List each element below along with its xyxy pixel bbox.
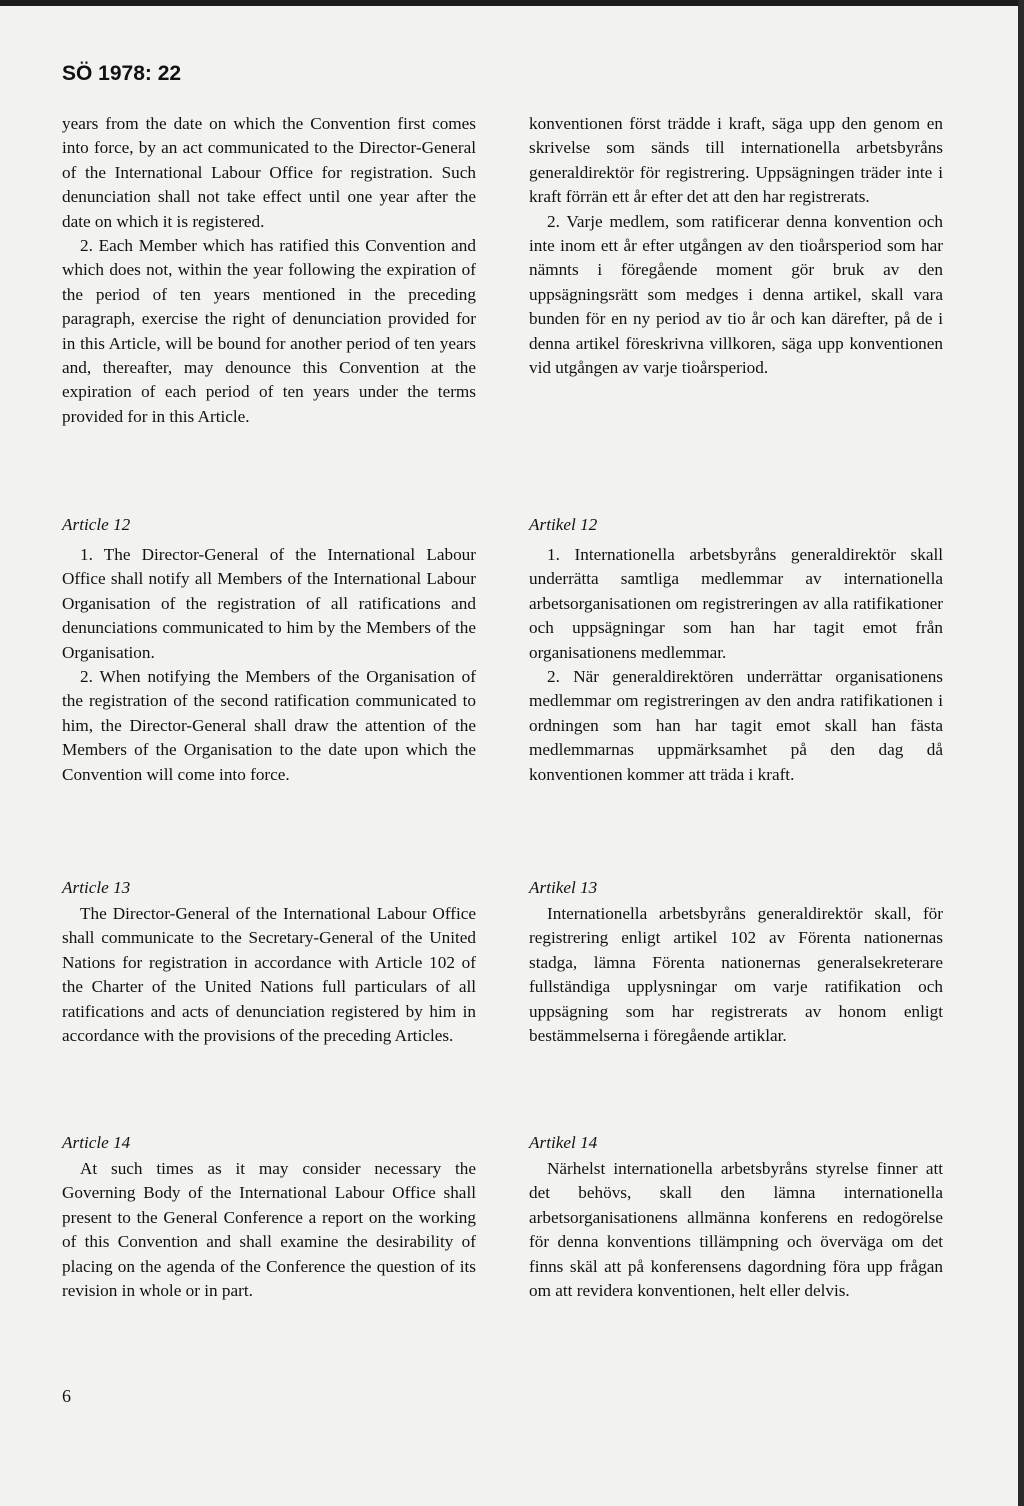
page-edge-top bbox=[0, 0, 1024, 6]
paragraph: Internationella arbetsbyråns generaldirektör skall, för registrering enligt artikel 102 av Förenta nationernas stadga, lämna Förenta nationernas generalsekreterare fullständiga upplysningar om varje ratifikation och uppsägning som har registrerats av honom enligt bestämmelserna i föregående artiklar. bbox=[529, 904, 943, 1046]
paragraph: 1. Internationella arbetsbyråns generaldirektör skall underrätta samtliga medlemmar av internationella arbetsorganisationen om registreringen av alla ratifikationer och uppsägningar som han har tagit emot från organisationens medlemmar. bbox=[529, 545, 943, 662]
paragraph: 2. When notifying the Members of the Organisation of the registration of the second ratification communicated to him, the Director-General shall draw the attention of the Members of the Organisation to the date upon which the Convention will come into force. bbox=[62, 667, 476, 784]
article-14-body bbox=[62, 1157, 476, 1303]
artikel-13-heading: Artikel 13 bbox=[529, 878, 598, 897]
artikel-12-body bbox=[529, 543, 943, 787]
page-edge-right bbox=[1018, 0, 1024, 1506]
paragraph: Närhelst internationella arbetsbyråns styrelse finner att det behövs, skall den lämna internationella arbetsorganisationens allmänna konferens en redogörelse för denna konventions tillämpning och överväga om det finns skäl att på konferensens dagordning föra upp frågan om att revidera konventionen, helt eller delvis. bbox=[529, 1159, 943, 1301]
document-reference: SÖ 1978: 22 bbox=[62, 62, 182, 85]
artikel-14-heading: Artikel 14 bbox=[529, 1133, 598, 1152]
article-12-body bbox=[62, 543, 476, 787]
artikel-13-body bbox=[529, 902, 943, 1048]
article-13-heading: Article 13 bbox=[62, 878, 131, 897]
paragraph: 2. Each Member which has ratified this Convention and which does not, within the year following the expiration of the period of ten years mentioned in the preceding paragraph, exercise the right of denunciation provided for in this Article, will be bound for another period of ten years and, thereafter, may denounce this Convention at the expiration of each period of ten years under the terms provided for in this Article. bbox=[62, 236, 476, 426]
english-continuation bbox=[62, 112, 476, 429]
paragraph: 1. The Director-General of the International Labour Office shall notify all Members of the International Labour Organisation of the registration of all ratifications and denunciations communicated to him by the Members of the Organisation. bbox=[62, 545, 476, 662]
article-12-heading: Article 12 bbox=[62, 515, 131, 534]
artikel-14-body bbox=[529, 1157, 943, 1303]
paragraph: At such times as it may consider necessary the Governing Body of the International Labour Office shall present to the General Conference a report on the working of this Convention and shall examine the desirability of placing on the agenda of the Conference the question of its revision in whole or in part. bbox=[62, 1159, 476, 1301]
artikel-12-heading: Artikel 12 bbox=[529, 515, 598, 534]
paragraph: konventionen först trädde i kraft, säga upp den genom en skrivelse som sänds till internationella arbetsbyråns generaldirektör för registrering. Uppsägningen träder inte i kraft förrän ett år efter det att den har registrerats. bbox=[529, 114, 943, 207]
article-14-heading: Article 14 bbox=[62, 1133, 131, 1152]
article-13-body bbox=[62, 902, 476, 1048]
paragraph: The Director-General of the International Labour Office shall communicate to the Secretary-General of the United Nations for registration in accordance with Article 102 of the Charter of the United Nations full particulars of all ratifications and acts of denunciation registered by him in accordance with the provisions of the preceding Articles. bbox=[62, 904, 476, 1046]
paragraph: 2. Varje medlem, som ratificerar denna konvention och inte inom ett år efter utgången av den tioårsperiod som har nämnts i föregående moment gör bruk av den uppsägningsrätt som medges i denna artikel, skall vara bunden för en ny period av tio år och kan därefter, på de i denna artikel föreskrivna villkoren, säga upp konventionen vid utgången av varje tioårsperiod. bbox=[529, 211, 943, 378]
paragraph: years from the date on which the Convention first comes into force, by an act communicated to the Director-General of the International Labour Office for registration. Such denunciation shall not take effect until one year after the date on which it is registered. bbox=[62, 114, 476, 231]
swedish-continuation bbox=[529, 112, 943, 380]
page-number: 6 bbox=[62, 1386, 71, 1406]
paragraph: 2. När generaldirektören underrättar organisationens medlemmar om registreringen av den andra ratifikationen i ordningen som han har tagit emot skall han fästa medlemmarnas uppmärksamhet på den dag då konventionen kommer att träda i kraft. bbox=[529, 667, 943, 784]
